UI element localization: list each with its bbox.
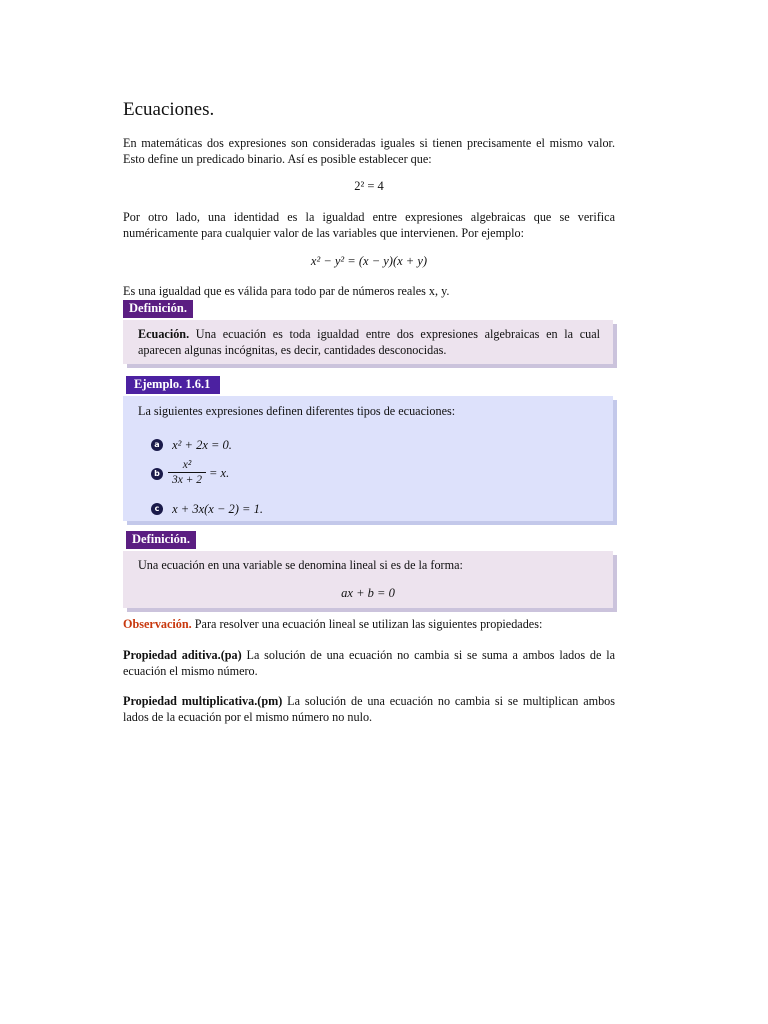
definition-box-1 [123, 320, 613, 364]
fraction [168, 458, 206, 488]
bullet-c-icon: c [151, 503, 163, 515]
observation-label: Observación. [123, 617, 192, 631]
property-additive-text: La solución de una ecuación no cambia si se suma a ambos lados de la ecuación el mismo número. [123, 648, 615, 678]
fraction-denominator: 3x + 2 [171, 474, 203, 486]
example-text: La siguientes expresiones definen diferentes tipos de ecuaciones: [138, 404, 456, 418]
definition-tag-2: Definición. [126, 531, 196, 549]
definition-1-term: Ecuación. [138, 327, 190, 341]
example-item-b-rhs: = x. [209, 466, 230, 480]
property-multiplicative-label: Propiedad multiplicativa.(pm) [123, 694, 283, 708]
example-item-c-expr: x + 3x(x − 2) = 1. [172, 502, 263, 516]
intro-paragraph: En matemáticas dos expresiones son consideradas iguales si tienen precisamente el mismo valor. Esto define un predicado binario. Así es posible establecer que: [123, 136, 615, 166]
definition-box-2 [123, 551, 613, 608]
equation-1: 2² = 4 [354, 179, 384, 193]
observation-text: Para resolver una ecuación lineal se utilizan las siguientes propiedades: [194, 617, 543, 631]
definition-2-text: Una ecuación en una variable se denomina lineal si es de la forma: [138, 558, 463, 572]
property-multiplicative-text: La solución de una ecuación no cambia si se multiplican ambos lados de la ecuación por el mismo número no nulo. [123, 694, 616, 724]
definition-1-text: Una ecuación es toda igualdad entre dos expresiones algebraicas en la cual aparecen algunas incógnitas, es decir, cantidades desconocidas. [138, 327, 601, 357]
fraction-numerator: x² [168, 458, 206, 473]
identity-paragraph: Por otro lado, una identidad es la igualdad entre expresiones algebraicas que se verifica numéricamente para cualquier valor de las variables que intervienen. Por ejemplo: [123, 210, 615, 240]
property-additive [123, 647, 615, 679]
observation-paragraph [123, 616, 615, 632]
example-tag: Ejemplo. 1.6.1 [126, 376, 220, 394]
example-item-a [151, 434, 232, 453]
after-equation-paragraph: Es una igualdad que es válida para todo par de números reales x, y. [123, 284, 450, 298]
property-additive-label: Propiedad aditiva.(pa) [123, 648, 242, 662]
definition-1-body [138, 326, 600, 358]
bullet-a-icon: a [151, 439, 163, 451]
definition-tag-1: Definición. [123, 300, 193, 318]
equation-2: x² − y² = (x − y)(x + y) [310, 254, 428, 268]
example-box [123, 396, 613, 521]
section-title: Ecuaciones. [123, 99, 215, 120]
example-item-a-expr: x² + 2x = 0. [172, 438, 232, 452]
definition-2-equation: ax + b = 0 [341, 586, 395, 600]
example-item-c [151, 498, 263, 517]
property-multiplicative [123, 693, 615, 725]
bullet-b-icon: b [151, 468, 163, 480]
